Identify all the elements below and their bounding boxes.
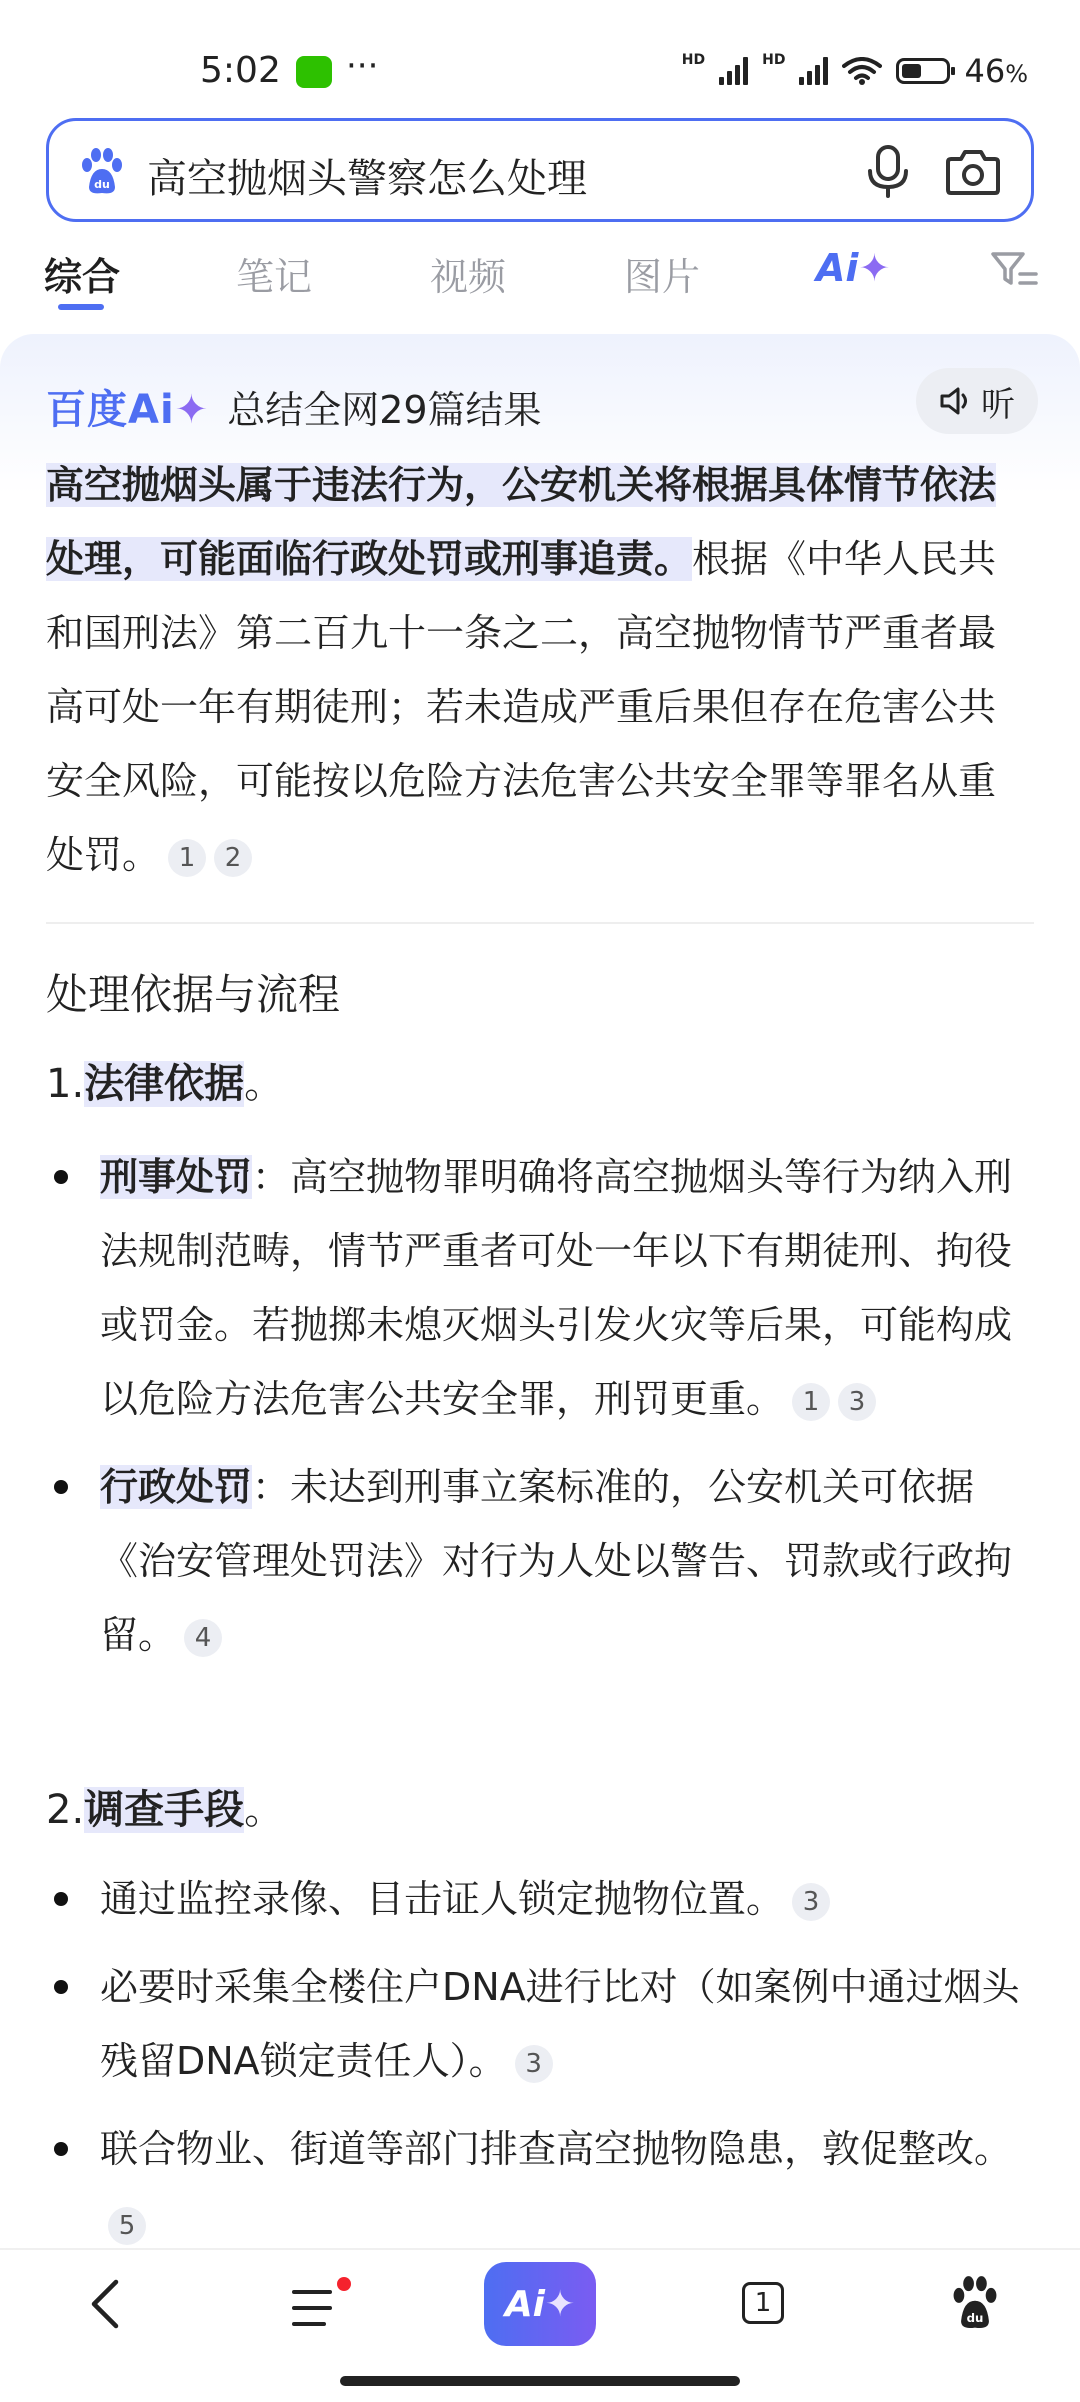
search-query[interactable]: 高空抛烟头警察怎么处理 (147, 156, 587, 202)
tab-videos[interactable]: 视频 (430, 255, 507, 299)
listen-label: 听 (981, 384, 1015, 425)
citation-badge[interactable]: 3 (515, 2045, 553, 2083)
signal-icon-2 (799, 57, 828, 85)
status-right (682, 52, 1028, 90)
bullet-term: 刑事处罚 (100, 1155, 253, 1199)
numbered-heading-2: 2.调查手段。 (46, 1787, 285, 1833)
citation-badge[interactable]: 5 (108, 2207, 146, 2245)
result-tabs (0, 236, 1080, 316)
battery-percent: 46% (964, 52, 1028, 90)
bullet-text: ：高空抛物罪明确将高空抛烟头等行为纳入刑法规制范畴，情节严重者可处一年以下有期徒刑、拘役或罚金。若抛掷未熄灭烟头引发火灾等后果，可能构成以危险方法危害公共安全罪，刑罚更重。 (100, 1155, 1013, 1421)
bullet-text: 联合物业、街道等部门排查高空抛物隐患，敦促整改。 (100, 2127, 1013, 2171)
back-icon[interactable] (86, 2276, 126, 2332)
more-notifications-icon: ··· (346, 46, 379, 86)
legal-basis-list (100, 1140, 1040, 1686)
battery-icon (896, 58, 950, 84)
listen-button[interactable] (916, 368, 1038, 434)
battery-fill (902, 64, 921, 78)
ai-assistant-button[interactable]: Ai ✦ (484, 2262, 596, 2346)
status-bar (0, 0, 1080, 110)
baidu-paw-logo-icon (77, 147, 127, 197)
filter-icon[interactable] (990, 250, 1038, 290)
answer-highlight: 高空抛烟头属于违法行为，公安机关将根据具体情节依法处理，可能面临行政处罚或刑事追责。 (46, 463, 997, 581)
list-item (100, 1950, 1040, 2098)
ai-panel-header (46, 378, 542, 434)
hd-label-2: HD (762, 52, 786, 68)
divider (46, 922, 1034, 924)
bullet-text: ：未达到刑事立案标准的，公安机关可依据《治安管理处罚法》对行为人处以警告、罚款或行政拘留。 (100, 1465, 1013, 1657)
citation-badge[interactable]: 4 (184, 1619, 222, 1657)
baidu-home-icon[interactable] (948, 2274, 1002, 2334)
citation-badge[interactable]: 2 (214, 839, 252, 877)
sparkle-icon: ✦ (545, 2283, 576, 2325)
speaker-icon (939, 386, 973, 416)
bullet-term: 行政处罚 (100, 1465, 253, 1509)
wifi-icon (842, 57, 882, 85)
sparkle-icon: ✦ (174, 386, 210, 433)
tabs-count-button[interactable]: 1 (742, 2282, 784, 2324)
active-tab-indicator (58, 304, 104, 310)
voice-search-icon[interactable] (863, 143, 913, 199)
list-item (100, 1862, 1040, 1936)
tab-ai[interactable]: Ai✦ (816, 246, 891, 290)
investigation-list (100, 1862, 1040, 2274)
hd-label-1: HD (681, 52, 706, 68)
citation-badge[interactable]: 1 (168, 839, 206, 877)
search-box[interactable] (46, 118, 1034, 222)
citation-badge[interactable]: 3 (838, 1383, 876, 1421)
bullet-text: 必要时采集全楼住户DNA进行比对（如案例中通过烟头残留DNA锁定责任人）。 (100, 1965, 1020, 2083)
home-indicator[interactable] (340, 2376, 740, 2386)
citation-badge[interactable]: 3 (792, 1883, 830, 1921)
answer-body: 根据《中华人民共和国刑法》第二百九十一条之二，高空抛物情节严重者最高可处一年有期徒刑；若未造成严重后果但存在危害公共安全风险，可能按以危险方法危害公共安全罪等罪名从重处罚。 (46, 537, 997, 877)
list-item (100, 1140, 1040, 1436)
numbered-heading-1: 1.法律依据。 (46, 1061, 285, 1107)
sparkle-icon: ✦ (858, 246, 891, 290)
ai-summary-count: 总结全网29篇结果 (227, 387, 542, 432)
status-time: 5:02 (200, 50, 281, 91)
wechat-icon (296, 56, 332, 88)
citation-badge[interactable]: 1 (792, 1383, 830, 1421)
list-item (100, 1450, 1040, 1672)
menu-icon[interactable] (290, 2276, 356, 2336)
baidu-ai-brand: 百度Ai✦ (46, 386, 210, 433)
tab-images[interactable]: 图片 (624, 255, 701, 299)
section-title: 处理依据与流程 (46, 970, 341, 1019)
bullet-text: 通过监控录像、目击证人锁定抛物位置。 (100, 1877, 785, 1921)
svg-text:du: du (966, 2311, 984, 2326)
svg-text:du: du (94, 178, 110, 191)
tab-notes[interactable]: 笔记 (236, 255, 313, 299)
signal-icon (719, 57, 748, 85)
tab-all[interactable]: 综合 (44, 255, 121, 299)
camera-search-icon[interactable] (945, 145, 1001, 197)
list-item (100, 2112, 1040, 2260)
notification-dot (337, 2277, 351, 2291)
ai-answer-text (46, 448, 1026, 892)
